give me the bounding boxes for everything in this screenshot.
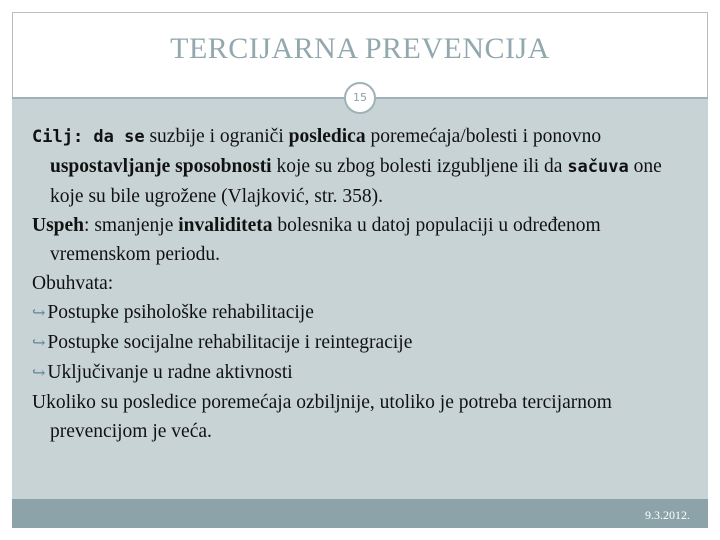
- success-text-2: bolesnika u datoj populaciji u određenom vremenskom periodu.: [50, 215, 601, 265]
- goal-emphasis-2: uspostavljanje sposobnosti: [50, 156, 272, 177]
- slide-date: 9.3.2012.: [645, 508, 690, 522]
- footer-bar: [12, 499, 708, 528]
- slide-title: TERCIJARNA PREVENCIJA: [170, 32, 550, 65]
- goal-text-3: koje su zbog bolesti izgubljene ili da: [271, 156, 568, 177]
- goal-emphasis-1: posledica: [288, 126, 366, 147]
- list-item-label: Uključivanje u radne aktivnosti: [47, 362, 293, 383]
- curved-arrow-bullet-icon: ↪: [32, 305, 46, 322]
- goal-text-4: one koje su bile ugrožene (Vlajković, str. 358).: [50, 156, 662, 207]
- success-text-1: : smanjenje: [84, 215, 179, 236]
- list-item: [32, 358, 692, 388]
- curved-arrow-bullet-icon: ↪: [32, 335, 46, 352]
- slide-number-badge: 15: [344, 82, 376, 114]
- success-paragraph: [32, 211, 692, 269]
- goal-emphasis-3: sačuva: [567, 157, 629, 177]
- goal-label: Cilj: da se: [32, 127, 145, 147]
- includes-paragraph: Obuhvata:: [32, 273, 114, 294]
- list-item-label: Postupke psihološke rehabilitacije: [47, 302, 314, 323]
- list-item-label: Postupke socijalne rehabilitacije i reintegracije: [47, 332, 413, 353]
- success-label: Uspeh: [32, 215, 85, 236]
- list-item: [32, 298, 692, 328]
- curved-arrow-bullet-icon: ↪: [32, 365, 46, 382]
- success-emphasis: invaliditeta: [178, 215, 273, 236]
- list-item: [32, 328, 692, 358]
- conclusion-paragraph: Ukoliko su posledice poremećaja ozbiljnije, utoliko je potreba tercijarnom prevencijom je veća.: [32, 392, 612, 442]
- slide-body: [32, 122, 692, 446]
- goal-paragraph: [32, 122, 692, 211]
- goal-text-2: poremećaja/bolesti i ponovno: [365, 126, 602, 147]
- goal-text-1: suzbije i ograniči: [144, 126, 289, 147]
